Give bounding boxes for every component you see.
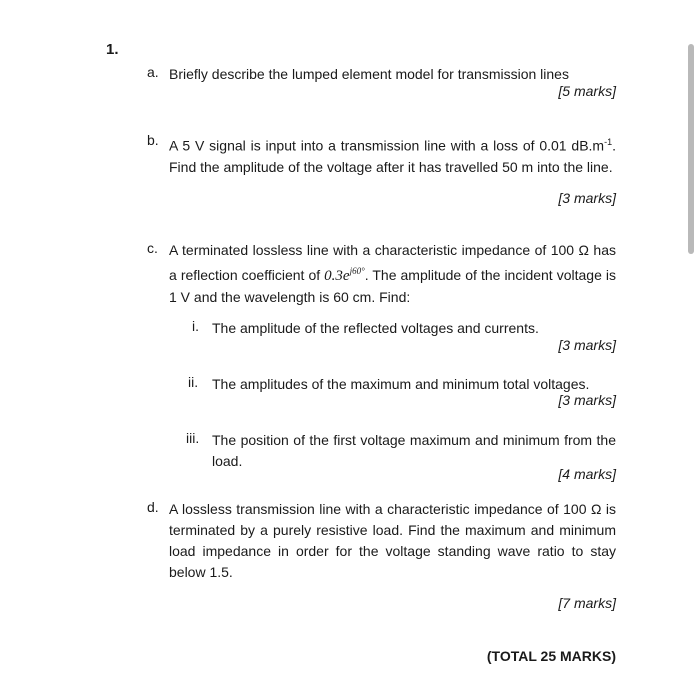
subpart-i-text: The amplitude of the reflected voltages and currents. [212,320,539,336]
part-c-text: A terminated lossless line with a characteristic impedance of 100 Ω has a reflection coefficient of $0.3e^{j60^\circ}$. The amplitude of the incident voltage is 1 V and the wavelength is 60 cm. Find: [169,242,617,305]
total-marks: (TOTAL 25 MARKS) [486,648,616,664]
subpart-i-label: i. [192,318,199,334]
part-d-text: A lossless transmission line with a characteristic impedance of 100 Ω is terminated by a purely resistive load. Find the maximum and minimum load impedance in order for the voltage standing wave ratio to stay below 1.5. [169,501,616,580]
subpart-iii-marks: [4 marks] [558,466,616,482]
part-b-marks: [3 marks] [558,190,616,206]
question-number: 1. [106,41,119,58]
subpart-iii-text: The position of the first voltage maximum and minimum from the load. [212,432,616,469]
subpart-ii-text: The amplitudes of the maximum and minimum total voltages. [212,376,590,392]
vertical-scrollbar[interactable] [688,44,694,254]
part-b-label: b. [147,132,159,148]
subpart-i-marks: [3 marks] [558,337,616,353]
subpart-ii-marks: [3 marks] [558,392,616,408]
part-a-text: Briefly describe the lumped element model for transmission lines [169,66,569,82]
subpart-iii-label: iii. [186,430,200,446]
part-a-label: a. [147,64,159,80]
part-d-label: d. [147,499,159,515]
subpart-ii-label: ii. [188,374,199,390]
part-b-superscript: -1 [604,137,613,147]
part-c-label: c. [147,240,158,256]
part-a-marks: [5 marks] [558,83,616,99]
part-d-marks: [7 marks] [558,595,616,611]
reflection-coefficient: $0.3e^{j60^\circ}$ [324,266,365,284]
part-b-text: A 5 V signal is input into a transmission line with a loss of 0.01 $dB.m^{-1}$. Find the amplitude of the voltage after it has travelled 50 m into the line. [169,137,616,175]
